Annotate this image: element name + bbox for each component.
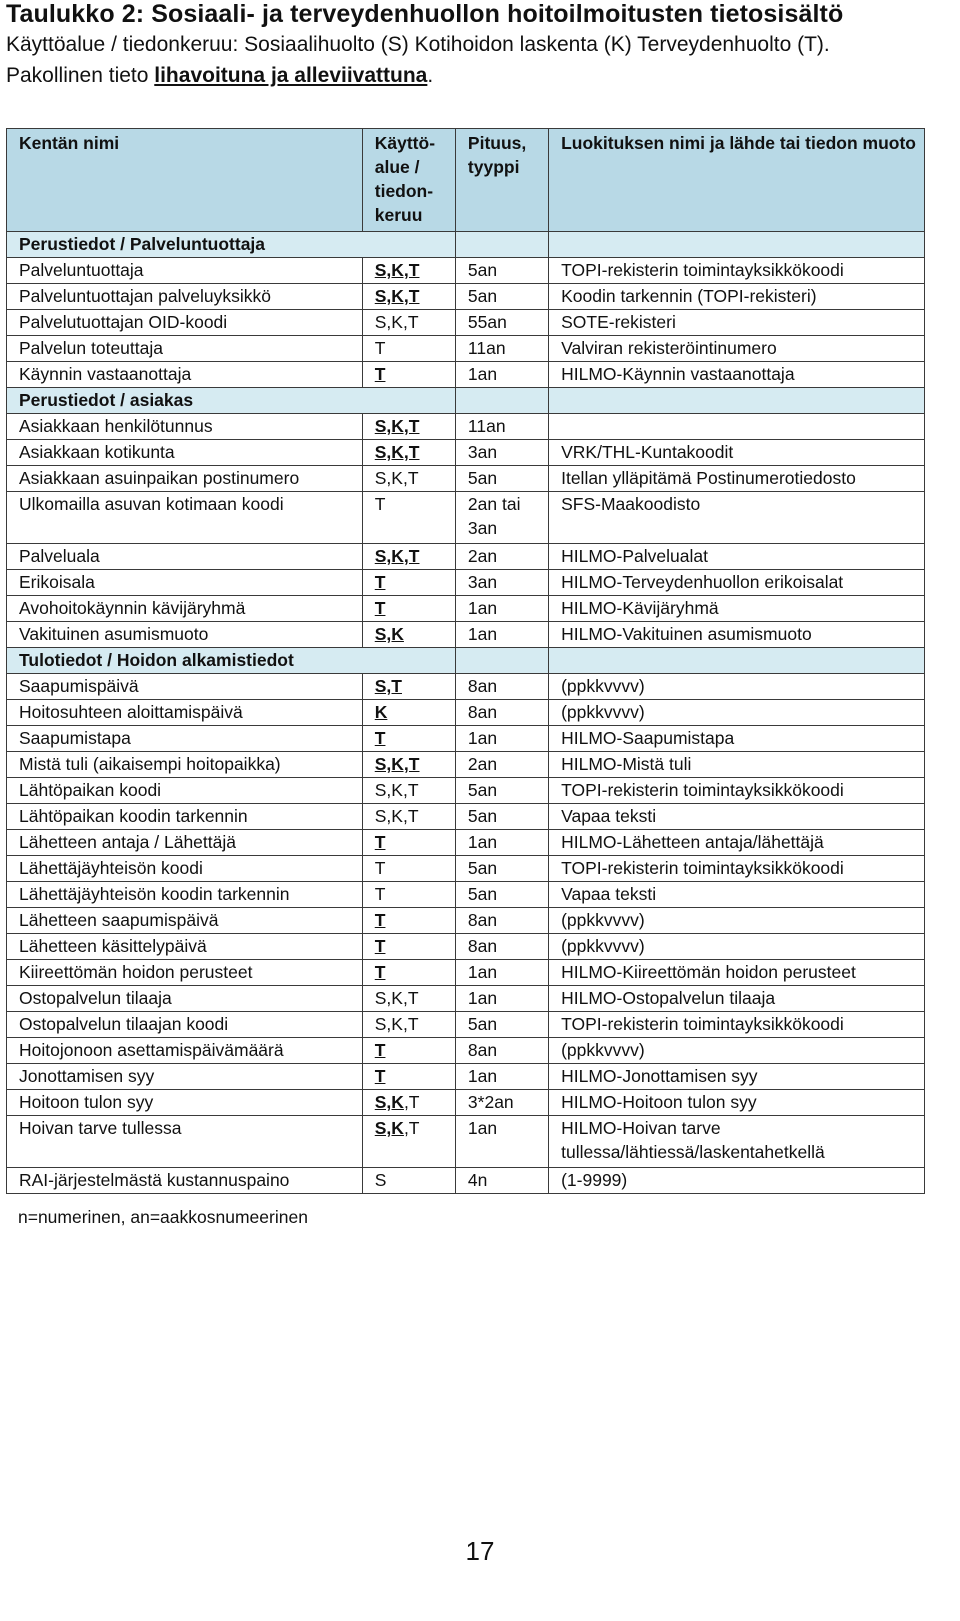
empty-cell: [455, 388, 548, 414]
field-name-cell: Hoivan tarve tullessa: [7, 1116, 363, 1168]
table-row: [7, 284, 925, 310]
table-row: [7, 1064, 925, 1090]
section-title: Tulotiedot / Hoidon alkamistiedot: [7, 648, 456, 674]
page-number: 17: [465, 1536, 495, 1566]
classification-source-cell: HILMO-Käynnin vastaanottaja: [549, 362, 925, 388]
usage-value: S,K,T: [374, 286, 420, 306]
usage-cell: [362, 1012, 455, 1038]
usage-value-rest: ,T: [403, 1092, 420, 1112]
classification-source-cell: Koodin tarkennin (TOPI-rekisteri): [549, 284, 925, 310]
table-row: [7, 440, 925, 466]
classification-source-cell: HILMO-Kävijäryhmä: [549, 596, 925, 622]
field-name-cell: Hoitoon tulon syy: [7, 1090, 363, 1116]
field-name-cell: Lähetteen antaja / Lähettäjä: [7, 830, 363, 856]
classification-source-cell: Valviran rekisteröintinumero: [549, 336, 925, 362]
field-name-cell: Palveluntuottaja: [7, 258, 363, 284]
empty-cell: [455, 648, 548, 674]
length-type-cell: 1an: [455, 960, 548, 986]
field-name-cell: Asiakkaan kotikunta: [7, 440, 363, 466]
section-title: Perustiedot / Palveluntuottaja: [7, 232, 456, 258]
usage-value: T: [374, 832, 386, 852]
field-name-cell: Lähetteen käsittelypäivä: [7, 934, 363, 960]
classification-source-cell: TOPI-rekisterin toimintayksikkökoodi: [549, 778, 925, 804]
usage-value: K: [374, 702, 388, 722]
table-row: [7, 1168, 925, 1194]
classification-source-cell: HILMO-Vakituinen asumismuoto: [549, 622, 925, 648]
table-row: [7, 1012, 925, 1038]
usage-value: S,K,T: [374, 988, 419, 1008]
table-row: [7, 752, 925, 778]
length-type-cell: 11an: [455, 414, 548, 440]
table-row: [7, 596, 925, 622]
field-name-cell: RAI-järjestelmästä kustannuspaino: [7, 1168, 363, 1194]
table-row: [7, 1090, 925, 1116]
table-row: [7, 830, 925, 856]
table-row: [7, 1038, 925, 1064]
subtitle-prefix: Pakollinen tieto: [6, 64, 155, 87]
field-name-cell: Palveluala: [7, 544, 363, 570]
table-row: [7, 544, 925, 570]
usage-cell: [362, 1064, 455, 1090]
usage-cell: [362, 284, 455, 310]
classification-source-cell: (ppkkvvvv): [549, 908, 925, 934]
field-name-cell: Lähettäjäyhteisön koodin tarkennin: [7, 882, 363, 908]
usage-cell: [362, 752, 455, 778]
field-name-cell: Asiakkaan henkilötunnus: [7, 414, 363, 440]
usage-value: T: [374, 572, 386, 592]
field-name-cell: Lähtöpaikan koodi: [7, 778, 363, 804]
field-name-cell: Hoitojonoon asettamispäivämäärä: [7, 1038, 363, 1064]
table-row: [7, 882, 925, 908]
length-type-cell: 3*2an: [455, 1090, 548, 1116]
classification-source-cell: Itellan ylläpitämä Postinumerotiedosto: [549, 466, 925, 492]
table-row: [7, 934, 925, 960]
classification-source-cell: HILMO-Hoivan tarve tullessa/lähtiessä/laskentahetkellä: [549, 1116, 925, 1168]
usage-cell: [362, 700, 455, 726]
usage-cell: [362, 1168, 455, 1194]
length-type-cell: 5an: [455, 856, 548, 882]
table-header-row: [7, 129, 925, 232]
usage-cell: [362, 856, 455, 882]
usage-cell: [362, 466, 455, 492]
usage-cell: [362, 258, 455, 284]
header-usage: Käyttö-alue / tiedon-keruu: [362, 129, 455, 232]
field-name-cell: Asiakkaan asuinpaikan postinumero: [7, 466, 363, 492]
usage-value: T: [374, 728, 386, 748]
usage-value: T: [374, 884, 386, 904]
classification-source-cell: (ppkkvvvv): [549, 1038, 925, 1064]
classification-source-cell: Vapaa teksti: [549, 804, 925, 830]
usage-value: T: [374, 910, 386, 930]
classification-source-cell: HILMO-Lähetteen antaja/lähettäjä: [549, 830, 925, 856]
classification-source-cell: HILMO-Saapumistapa: [549, 726, 925, 752]
usage-value: T: [374, 338, 386, 358]
usage-value: T: [374, 494, 386, 514]
length-type-cell: 5an: [455, 882, 548, 908]
length-type-cell: 8an: [455, 674, 548, 700]
length-type-cell: 1an: [455, 596, 548, 622]
classification-source-cell: [549, 414, 925, 440]
table-row: [7, 570, 925, 596]
field-name-cell: Ulkomailla asuvan kotimaan koodi: [7, 492, 363, 544]
table-row: [7, 674, 925, 700]
length-type-cell: 8an: [455, 908, 548, 934]
length-type-cell: 4n: [455, 1168, 548, 1194]
empty-cell: [549, 232, 925, 258]
table-row: [7, 492, 925, 544]
usage-value: S,K: [374, 1092, 404, 1112]
length-type-cell: 1an: [455, 726, 548, 752]
usage-cell: [362, 726, 455, 752]
field-name-cell: Hoitosuhteen aloittamispäivä: [7, 700, 363, 726]
usage-cell: [362, 934, 455, 960]
field-name-cell: Lähetteen saapumispäivä: [7, 908, 363, 934]
field-name-cell: Käynnin vastaanottaja: [7, 362, 363, 388]
field-name-cell: Saapumispäivä: [7, 674, 363, 700]
usage-cell: [362, 986, 455, 1012]
usage-value: T: [374, 364, 386, 384]
table-row: [7, 1116, 925, 1168]
header-source: Luokituksen nimi ja lähde tai tiedon muoto: [549, 129, 925, 232]
usage-value: T: [374, 1066, 386, 1086]
classification-source-cell: TOPI-rekisterin toimintayksikkökoodi: [549, 856, 925, 882]
usage-value: S,K,T: [374, 416, 420, 436]
table-row: [7, 908, 925, 934]
length-type-cell: 5an: [455, 804, 548, 830]
classification-source-cell: TOPI-rekisterin toimintayksikkökoodi: [549, 258, 925, 284]
usage-cell: [362, 440, 455, 466]
length-type-cell: 3an: [455, 570, 548, 596]
header-length: Pituus, tyyppi: [455, 129, 548, 232]
subtitle-emphasis: lihavoituna ja alleviivattuna: [154, 64, 428, 87]
header-field-name: Kentän nimi: [7, 129, 363, 232]
usage-value: S,K,T: [374, 312, 419, 332]
classification-source-cell: (ppkkvvvv): [549, 934, 925, 960]
classification-source-cell: SFS-Maakoodisto: [549, 492, 925, 544]
length-type-cell: 5an: [455, 466, 548, 492]
usage-cell: [362, 336, 455, 362]
table-row: [7, 622, 925, 648]
usage-cell: [362, 596, 455, 622]
classification-source-cell: (ppkkvvvv): [549, 674, 925, 700]
length-type-cell: 1an: [455, 830, 548, 856]
classification-source-cell: HILMO-Palvelualat: [549, 544, 925, 570]
table-row: [7, 336, 925, 362]
length-type-cell: 8an: [455, 1038, 548, 1064]
usage-value: S: [374, 1170, 387, 1190]
usage-value: T: [374, 598, 386, 618]
classification-source-cell: HILMO-Hoitoon tulon syy: [549, 1090, 925, 1116]
length-type-cell: 1an: [455, 986, 548, 1012]
table-row: [7, 856, 925, 882]
usage-cell: [362, 830, 455, 856]
empty-cell: [549, 388, 925, 414]
usage-cell: [362, 544, 455, 570]
length-type-cell: 2an: [455, 544, 548, 570]
subtitle-suffix: .: [427, 64, 434, 87]
usage-cell: [362, 882, 455, 908]
usage-cell: [362, 310, 455, 336]
field-name-cell: Mistä tuli (aikaisempi hoitopaikka): [7, 752, 363, 778]
table-row: [7, 726, 925, 752]
usage-value: S,K,T: [374, 754, 420, 774]
empty-cell: [455, 232, 548, 258]
section-row: [7, 232, 925, 258]
usage-cell: [362, 362, 455, 388]
length-type-cell: 2an tai 3an: [455, 492, 548, 544]
usage-value: S,T: [374, 676, 402, 696]
usage-value: S,K,T: [374, 260, 420, 280]
classification-source-cell: Vapaa teksti: [549, 882, 925, 908]
field-name-cell: Jonottamisen syy: [7, 1064, 363, 1090]
usage-value: S,K,T: [374, 546, 420, 566]
usage-value: S,K,T: [374, 1014, 419, 1034]
length-type-cell: 8an: [455, 934, 548, 960]
usage-cell: [362, 778, 455, 804]
classification-source-cell: VRK/THL-Kuntakoodit: [549, 440, 925, 466]
field-name-cell: Palveluntuottajan palveluyksikkö: [7, 284, 363, 310]
length-type-cell: 1an: [455, 1116, 548, 1168]
field-name-cell: Palvelun toteuttaja: [7, 336, 363, 362]
usage-cell: [362, 674, 455, 700]
data-content-table: [6, 128, 925, 1194]
usage-cell: [362, 1116, 455, 1168]
usage-value: S,K: [374, 1118, 404, 1138]
usage-value: S,K,T: [374, 780, 419, 800]
table-row: [7, 414, 925, 440]
classification-source-cell: HILMO-Jonottamisen syy: [549, 1064, 925, 1090]
classification-source-cell: HILMO-Mistä tuli: [549, 752, 925, 778]
section-row: [7, 388, 925, 414]
usage-cell: [362, 492, 455, 544]
usage-cell: [362, 1090, 455, 1116]
subtitle-usage: Käyttöalue / tiedonkeruu: Sosiaalihuolto (S) Kotihoidon laskenta (K) Terveydenhuolto (T).: [6, 33, 830, 56]
usage-value: S,K: [374, 624, 404, 644]
classification-source-cell: HILMO-Terveydenhuollon erikoisalat: [549, 570, 925, 596]
usage-value: S,K,T: [374, 442, 420, 462]
field-name-cell: Lähettäjäyhteisön koodi: [7, 856, 363, 882]
length-type-cell: 11an: [455, 336, 548, 362]
classification-source-cell: (1-9999): [549, 1168, 925, 1194]
length-type-cell: 5an: [455, 1012, 548, 1038]
usage-value: T: [374, 962, 386, 982]
length-type-cell: 2an: [455, 752, 548, 778]
usage-value: S,K,T: [374, 806, 419, 826]
subtitle-mandatory: [6, 64, 433, 88]
classification-source-cell: HILMO-Kiireettömän hoidon perusteet: [549, 960, 925, 986]
field-name-cell: Lähtöpaikan koodin tarkennin: [7, 804, 363, 830]
usage-cell: [362, 960, 455, 986]
usage-value: T: [374, 858, 386, 878]
field-name-cell: Erikoisala: [7, 570, 363, 596]
table-row: [7, 804, 925, 830]
table-row: [7, 362, 925, 388]
usage-cell: [362, 1038, 455, 1064]
usage-value: T: [374, 1040, 386, 1060]
length-type-cell: 55an: [455, 310, 548, 336]
table-row: [7, 778, 925, 804]
field-name-cell: Ostopalvelun tilaaja: [7, 986, 363, 1012]
length-type-cell: 3an: [455, 440, 548, 466]
length-type-cell: 5an: [455, 258, 548, 284]
table-row: [7, 258, 925, 284]
footnote: n=numerinen, an=aakkosnumeerinen: [18, 1207, 308, 1227]
field-name-cell: Ostopalvelun tilaajan koodi: [7, 1012, 363, 1038]
length-type-cell: 1an: [455, 622, 548, 648]
classification-source-cell: SOTE-rekisteri: [549, 310, 925, 336]
field-name-cell: Avohoitokäynnin kävijäryhmä: [7, 596, 363, 622]
empty-cell: [549, 648, 925, 674]
table-row: [7, 466, 925, 492]
usage-value-rest: ,T: [403, 1118, 420, 1138]
length-type-cell: 1an: [455, 362, 548, 388]
length-type-cell: 5an: [455, 284, 548, 310]
usage-value: T: [374, 936, 386, 956]
table-row: [7, 960, 925, 986]
section-title: Perustiedot / asiakas: [7, 388, 456, 414]
classification-source-cell: HILMO-Ostopalvelun tilaaja: [549, 986, 925, 1012]
classification-source-cell: TOPI-rekisterin toimintayksikkökoodi: [549, 1012, 925, 1038]
usage-value: S,K,T: [374, 468, 419, 488]
field-name-cell: Kiireettömän hoidon perusteet: [7, 960, 363, 986]
length-type-cell: 1an: [455, 1064, 548, 1090]
page-title: Taulukko 2: Sosiaali- ja terveydenhuollon hoitoilmoitusten tietosisältö: [6, 0, 844, 28]
section-row: [7, 648, 925, 674]
table-row: [7, 700, 925, 726]
usage-cell: [362, 804, 455, 830]
field-name-cell: Vakituinen asumismuoto: [7, 622, 363, 648]
length-type-cell: 8an: [455, 700, 548, 726]
field-name-cell: Saapumistapa: [7, 726, 363, 752]
usage-cell: [362, 622, 455, 648]
field-name-cell: Palvelutuottajan OID-koodi: [7, 310, 363, 336]
table-row: [7, 310, 925, 336]
usage-cell: [362, 908, 455, 934]
length-type-cell: 5an: [455, 778, 548, 804]
usage-cell: [362, 570, 455, 596]
usage-cell: [362, 414, 455, 440]
table-row: [7, 986, 925, 1012]
classification-source-cell: (ppkkvvvv): [549, 700, 925, 726]
